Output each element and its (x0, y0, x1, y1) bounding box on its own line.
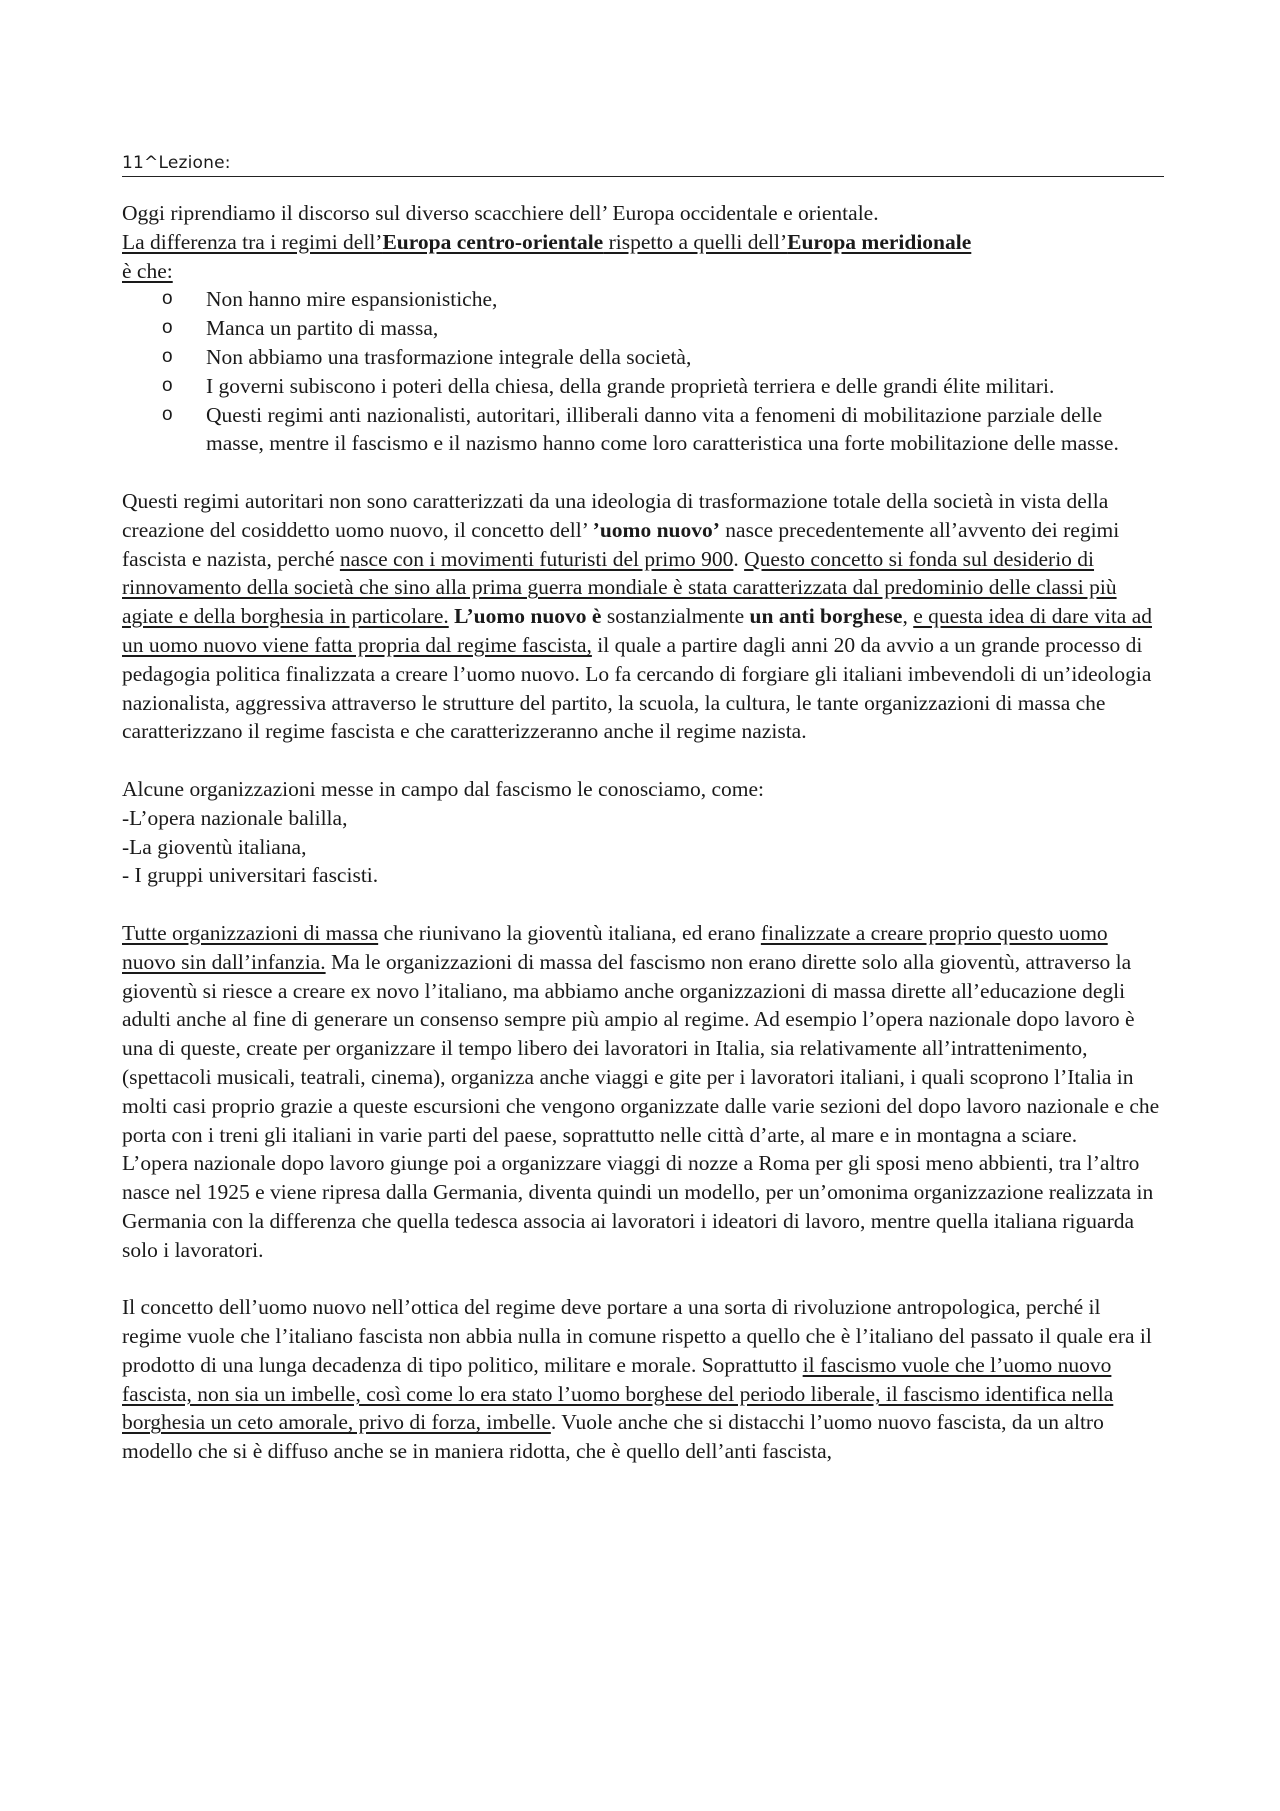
difference-bold-europa-meridionale: Europa meridionale (787, 229, 972, 254)
difference-text-e: è che: (122, 258, 173, 283)
circle-bullet-icon: o (162, 345, 173, 367)
paragraph-anthropological-revolution: Il concetto dell’uomo nuovo nell’ottica del regime deve portare a una sorta di rivoluzione antropologica, perché il regime vuole che l’italiano fascista non abbia nulla in comune rispetto a quello che è l’italiano del passato il quale era il prodotto di una lunga decadenza di tipo politico, militare e morale. Soprattutto il fascismo vuole che l’uomo nuovo fascista, non sia un imbelle, così come lo era stato l’uomo borghese del periodo liberale, il fascismo identifica nella borghesia un ceto amorale, privo di forza, imbelle. Vuole anche che si distacchi l’uomo nuovo fascista, da un altro modello che si è diffuso anche se in maniera ridotta, che è quello dell’anti fascista, (122, 1295, 1152, 1464)
intro-line: Oggi riprendiamo il discorso sul diverso scacchiere dell’ Europa occidentale e orientale. (122, 201, 879, 225)
difference-text-c: rispetto a quelli dell’ (603, 229, 788, 254)
differences-list (122, 285, 1164, 458)
organizations-section (122, 775, 1164, 890)
paragraph-uomo-nuovo: Questi regimi autoritari non sono caratterizzati da una ideologia di trasformazione totale della società in vista della creazione del cosiddetto uomo nuovo, il concetto dell’ ’uomo nuovo’ nasce precedentemente all’avvento dei regimi fascista e nazista, perché nasce con i movimenti futuristi del primo 900. Questo concetto si fonda sul desiderio di rinnovamento della società che sino alla prima guerra mondiale è stata caratterizzata dal predominio delle classi più agiate e della borghesia in particolare. L’uomo nuovo è sostanzialmente un anti borghese, e questa idea di dare vita ad un uomo nuovo viene fatta propria dal regime fascista, il quale a partire dagli anni 20 da avvio a un grande processo di pedagogia politica finalizzata a creare l’uomo nuovo. Lo fa cercando di forgiare gli italiani imbevendoli di un’ideologia nazionalista, aggressiva attraverso le strutture del partito, la scuola, la cultura, le tante organizzazioni di massa che caratterizzano il regime fascista e che caratterizzeranno anche il regime nazista. (122, 488, 1152, 744)
organization-item: - I gruppi universitari fascisti. (122, 863, 379, 888)
organizations-intro: Alcune organizzazioni messe in campo dal fascismo le conosciamo, come: (122, 776, 764, 801)
circle-bullet-icon: o (162, 288, 173, 310)
difference-heading (122, 228, 1164, 286)
difference-text-a: La differenza tra i regimi dell’ (122, 229, 383, 254)
list-item: o I governi subiscono i poteri della chiesa, della grande proprietà terriera e delle grandi élite militari. (122, 372, 1164, 401)
list-item: o Questi regimi anti nazionalisti, autoritari, illiberali danno vita a fenomeni di mobilitazione parziale delle masse, mentre il fascismo e il nazismo hanno come loro caratteristica una forte mobilitazione delle masse. (162, 402, 1119, 456)
difference-bold-europa-centro: Europa centro-orientale (382, 229, 604, 254)
circle-bullet-icon: o (162, 374, 173, 396)
circle-bullet-icon: o (162, 317, 173, 339)
bold-uomo-nuovo-quote: ’uomo nuovo’ (592, 517, 720, 542)
organization-item: -L’opera nazionale balilla, (122, 805, 348, 830)
lesson-header: 11^Lezione: (122, 152, 1164, 177)
paragraph-mass-organizations: Tutte organizzazioni di massa che riunivano la gioventù italiana, ed erano finalizzate a creare proprio questo uomo nuovo sin dall’infanzia. Ma le organizzazioni di massa del fascismo non erano dirette solo alla gioventù, attraverso la gioventù si riesce a creare ex novo l’italiano, ma abbiamo anche organizzazioni di massa dirette all’educazione degli adulti anche al fine di generare un consenso sempre più ampio al regime. Ad esempio l’opera nazionale dopo lavoro è una di queste, create per organizzare il tempo libero dei lavoratori in Italia, sia relativamente all’intrattenimento, (spettacoli musicali, teatrali, cinema), organizza anche viaggi e gite per i lavoratori italiani, i quali scoprono l’Italia in molti casi proprio grazie a queste escursioni che vengono organizzate dalle varie sezioni del dopo lavoro nazionale e che porta con i treni gli italiani in varie parti del paese, soprattutto nelle città d’arte, al mare e in montagna a sciare. L’opera nazionale dopo lavoro giunge poi a organizzare viaggi di nozze a Roma per gli sposi meno abbienti, tra l’altro nasce nel 1925 e viene ripresa dalla Germania, diventa quindi un modello, per un’omonima organizzazione realizzata in Germania con la differenza che quella tedesca associa ai lavoratori i ideatori di lavoro, mentre quella italiana riguarda solo i lavoratori. (122, 920, 1160, 1262)
document-page (122, 152, 1164, 1466)
list-item: o Non abbiamo una trasformazione integrale della società, (122, 343, 1164, 372)
circle-bullet-icon: o (162, 403, 173, 425)
list-item: o Manca un partito di massa, (122, 314, 1164, 343)
list-item: o Non hanno mire espansionistiche, (122, 285, 1164, 314)
organization-item: -La gioventù italiana, (122, 834, 307, 859)
